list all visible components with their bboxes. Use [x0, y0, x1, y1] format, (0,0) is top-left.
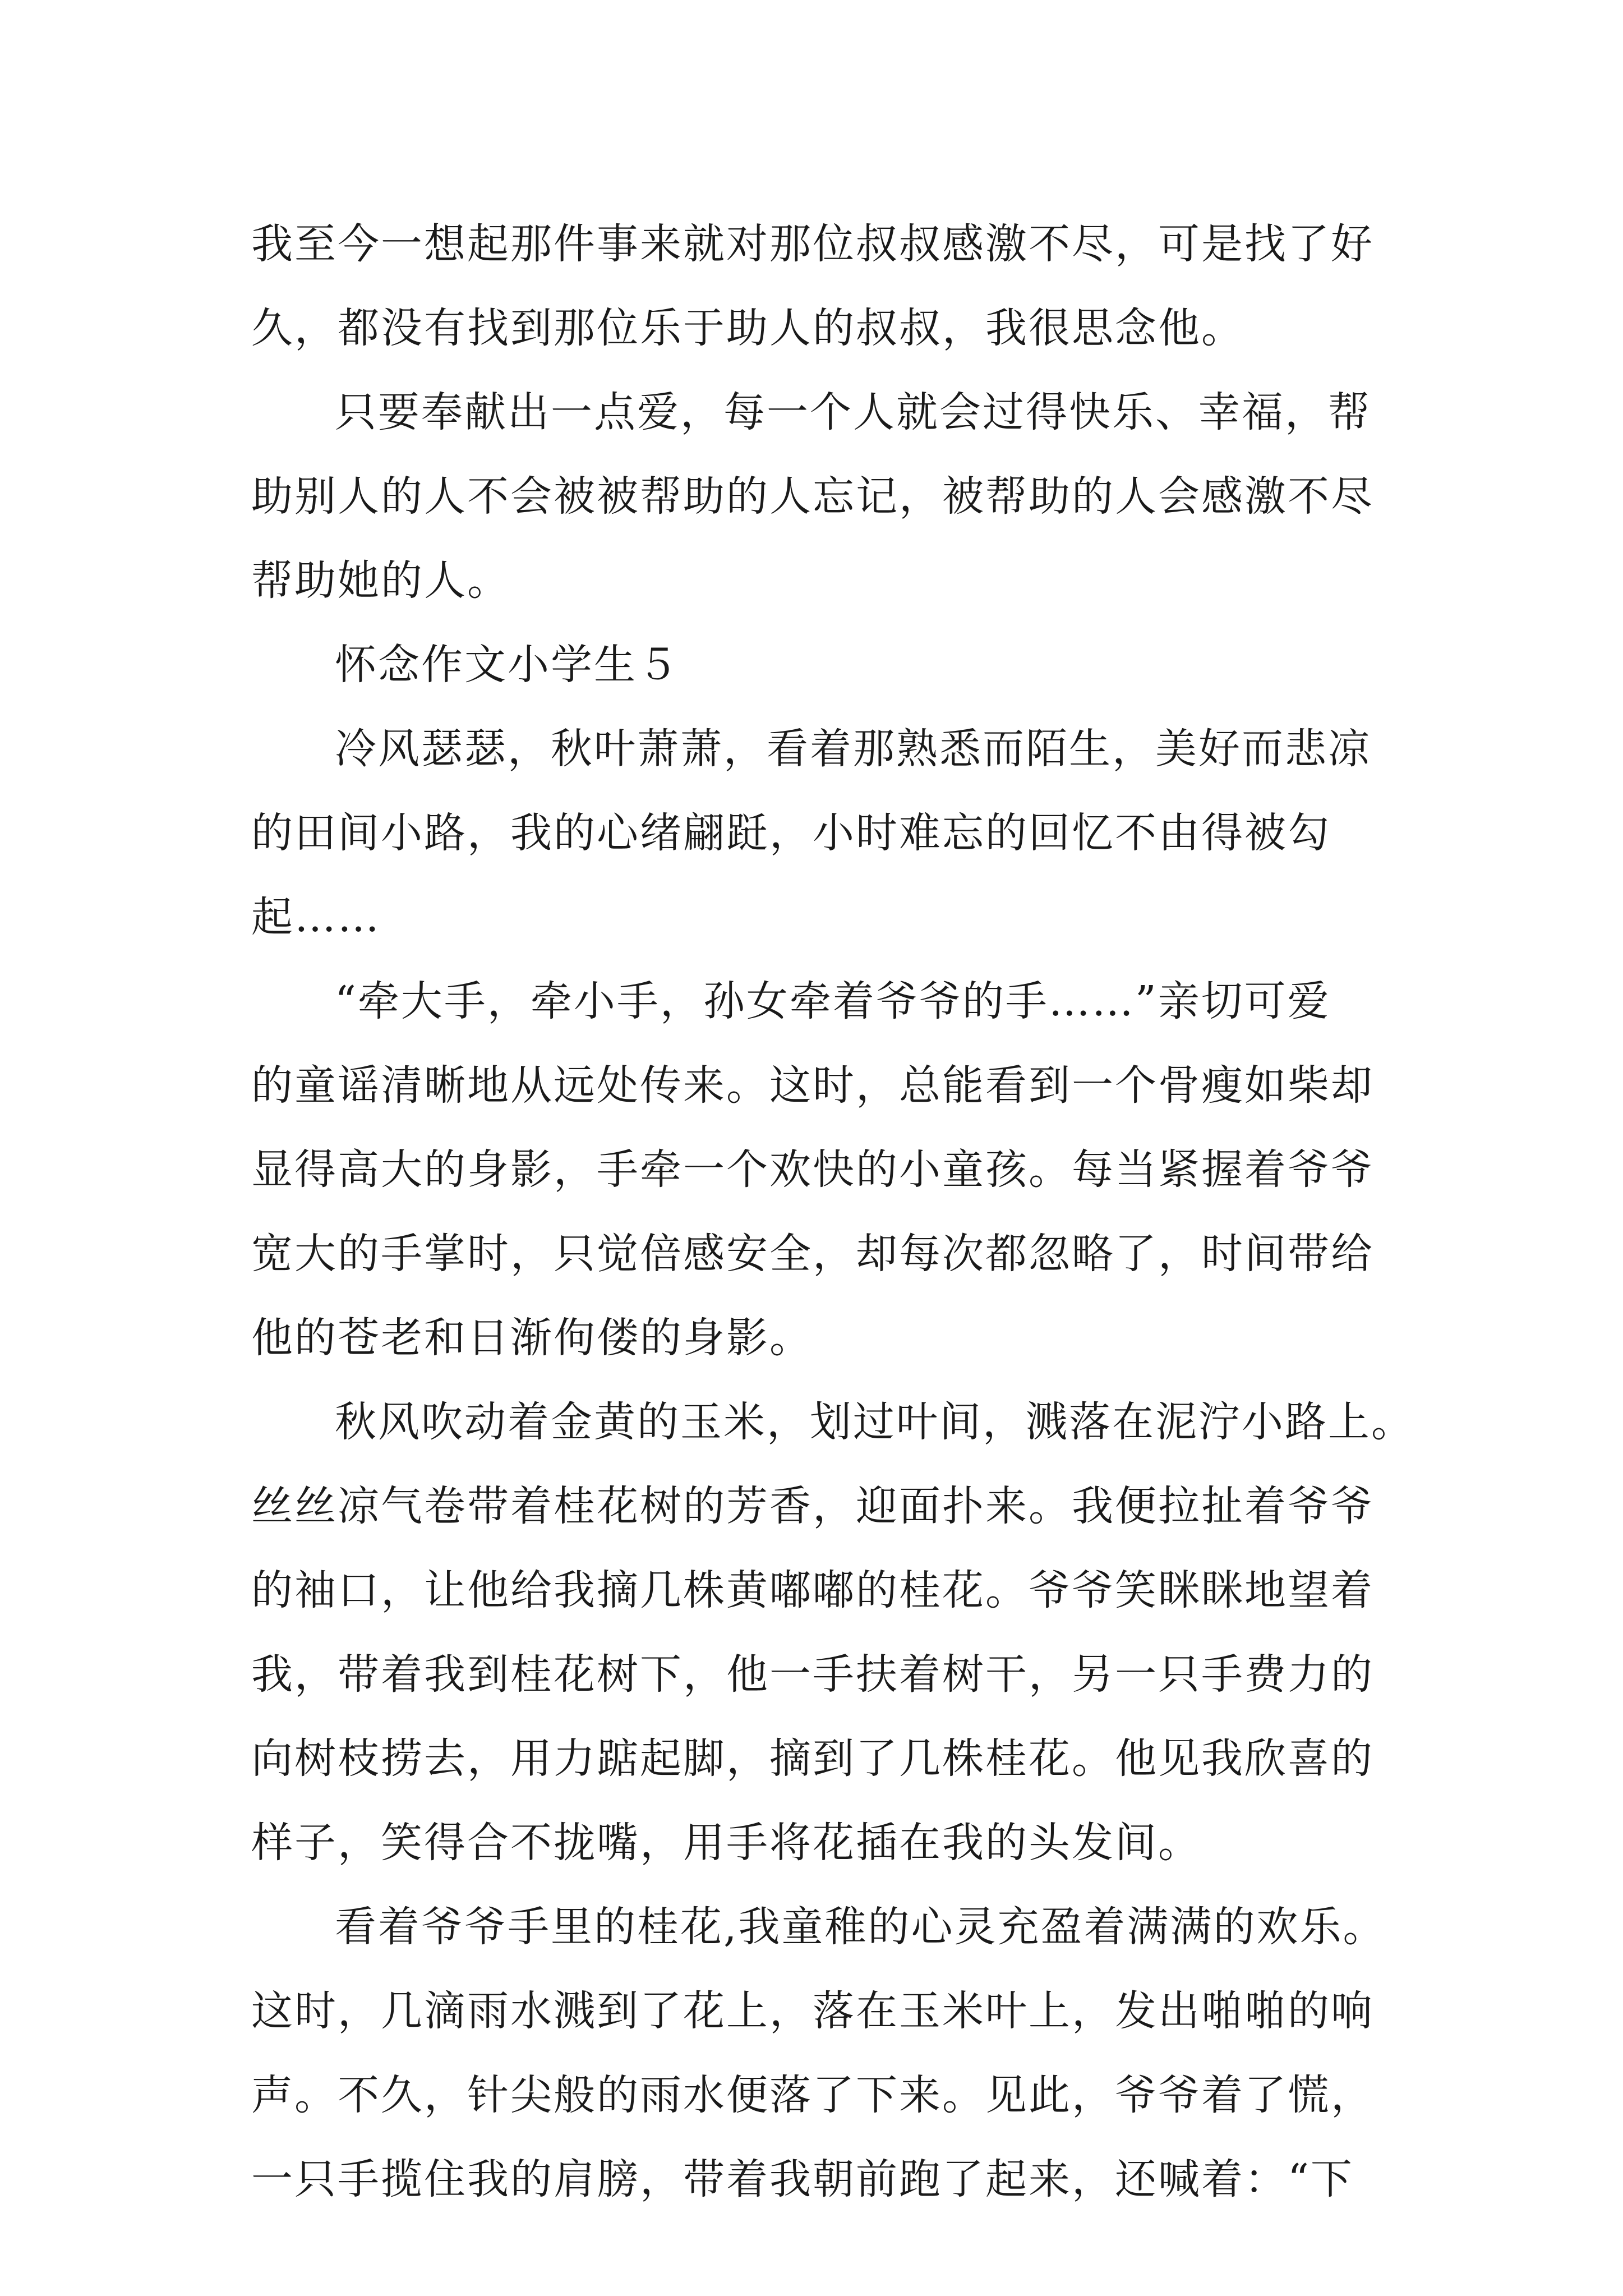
text-line: 丝丝凉气卷带着桂花树的芳香，迎面扑来。我便拉扯着爷爷 — [251, 1482, 1374, 1530]
text-line: 秋风吹动着金黄的玉米，划过叶间，溅落在泥泞小路上。 — [335, 1398, 1414, 1446]
text-line: 只要奉献出一点爱，每一个人就会过得快乐、幸福，帮 — [335, 388, 1371, 436]
text-line: 的袖口，让他给我摘几株黄嘟嘟的桂花。爷爷笑眯眯地望着 — [251, 1566, 1374, 1614]
text-line: 宽大的手掌时，只觉倍感安全，却每次都忽略了，时间带给 — [251, 1230, 1374, 1278]
text-line: 起…… — [251, 893, 381, 941]
text-line: 的童谣清晰地从远处传来。这时，总能看到一个骨瘦如柴却 — [251, 1061, 1374, 1110]
text-line: 我，带着我到桂花树下，他一手扶着树干，另一只手费力的 — [251, 1650, 1374, 1699]
text-line: 一只手揽住我的肩膀，带着我朝前跑了起来，还喊着：“下 — [251, 2155, 1354, 2203]
section-heading: 怀念作文小学生５ — [335, 641, 680, 689]
text-line: 助别人的人不会被被帮助的人忘记，被帮助的人会感激不尽 — [251, 472, 1374, 521]
text-line: 我至今一想起那件事来就对那位叔叔感激不尽，可是找了好 — [251, 220, 1374, 268]
text-line: 久，都没有找到那位乐于助人的叔叔，我很思念他。 — [251, 304, 1244, 352]
text-line: 声。不久，针尖般的雨水便落了下来。见此，爷爷着了慌， — [251, 2071, 1374, 2119]
text-line: 冷风瑟瑟，秋叶萧萧，看着那熟悉而陌生，美好而悲凉 — [335, 725, 1371, 773]
text-line: “牵大手，牵小手，孙女牵着爷爷的手……”亲切可爱 — [335, 977, 1331, 1025]
text-line: 的田间小路，我的心绪翩跹，小时难忘的回忆不由得被勾 — [251, 809, 1331, 857]
text-line: 帮助她的人。 — [251, 556, 510, 605]
text-line: 向树枝捞去，用力踮起脚，摘到了几株桂花。他见我欣喜的 — [251, 1734, 1374, 1783]
text-line: 显得高大的身影，手牵一个欢快的小童孩。每当紧握着爷爷 — [251, 1145, 1374, 1194]
text-line: 这时，几滴雨水溅到了花上，落在玉米叶上，发出啪啪的响 — [251, 1987, 1374, 2035]
text-line: 他的苍老和日渐佝偻的身影。 — [251, 1314, 813, 1362]
text-line: 样子，笑得合不拢嘴，用手将花插在我的头发间。 — [251, 1819, 1201, 1867]
text-line: 看着爷爷手里的桂花,我童稚的心灵充盈着满满的欢乐。 — [335, 1903, 1386, 1951]
